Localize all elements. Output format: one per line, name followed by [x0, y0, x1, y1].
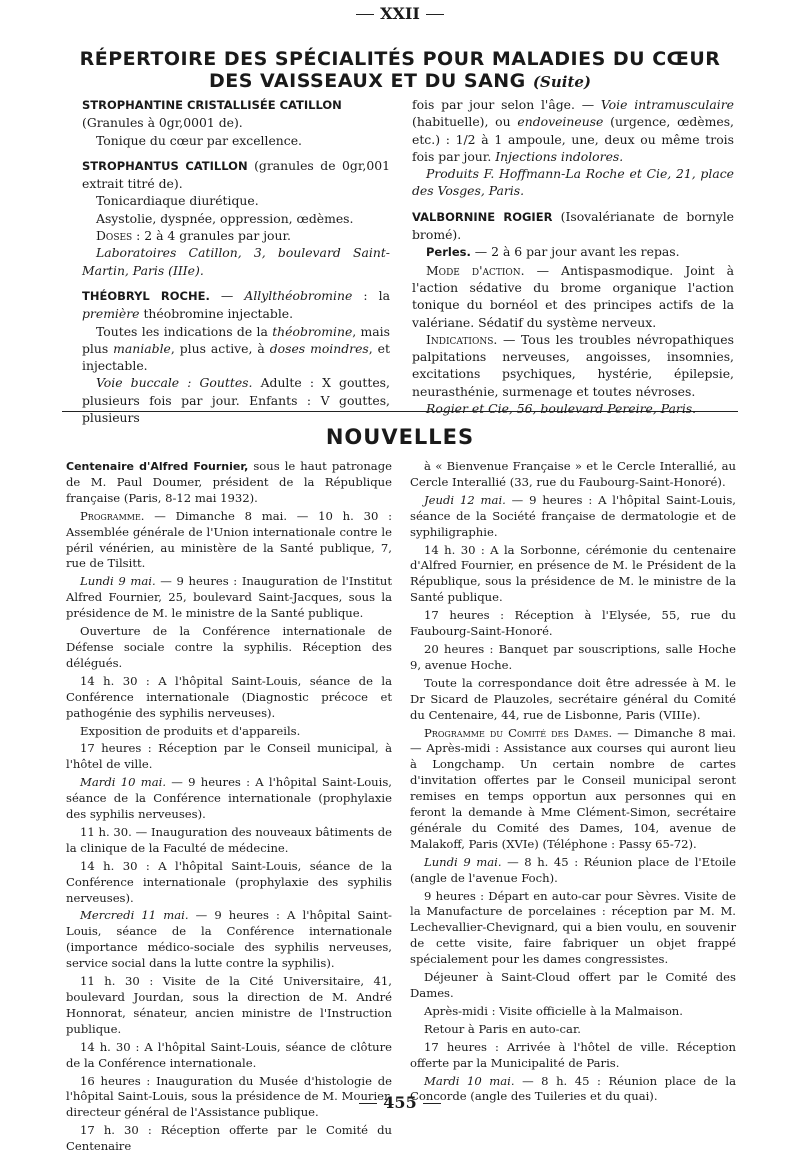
dash-left	[356, 14, 374, 15]
nouvelles-title: NOUVELLES	[325, 425, 475, 449]
strophantus-doses	[82, 227, 390, 244]
news-text: 9 heures : Départ en auto-car pour Sèvres. Visite de la Manufacture de porcelaines : réception par M. M. Lechevallier-Chevignard, qui a bien voulu, en souvenir de cette visite, faire fabriquer un objet frappé spécialement pour les dames congressistes.	[410, 888, 736, 967]
voie-b: Adulte : X gouttes, plusieurs fois par jour. Enfants : V gouttes, plusieurs	[82, 375, 390, 426]
news-lead: Mercredi 11 mai.	[80, 908, 189, 923]
news-paragraph	[410, 459, 736, 491]
rogier-lab-text: Rogier et Cie, 56, boulevard Pereire, Paris.	[426, 401, 697, 417]
news-paragraph	[66, 1040, 392, 1072]
valbornine-indications	[412, 331, 734, 400]
news-paragraph	[66, 459, 392, 507]
cont-d: endoveineuse	[517, 114, 604, 130]
strophantus-line1: Tonicardiaque diurétique.	[96, 193, 259, 209]
news-paragraph	[410, 608, 736, 640]
news-paragraph	[410, 642, 736, 674]
news-text: — 8 h. 45 : Réunion place de la Concorde (angle des Tuileries et du quai).	[410, 1073, 736, 1104]
news-paragraph	[410, 493, 736, 541]
repertoire-title-line2	[40, 70, 760, 93]
news-text: Toute la correspondance doit être adressée à M. le Dr Sicard de Plauzoles, secrétaire général du Comité du Centenaire, 44, rue de Lisbonne, Paris (VIIIe).	[410, 675, 736, 722]
news-text: 11 h. 30. — Inauguration des nouveaux bâtiments de la clinique de la Faculté de médecine.	[66, 824, 392, 855]
news-lead: Programme du Comité des Dames.	[424, 725, 613, 740]
roman-page-number	[0, 4, 800, 23]
title-line2-text: DES VAISSEAUX ET DU SANG	[208, 70, 526, 92]
news-text: 14 h. 30 : A l'hôpital Saint-Louis, séance de clôture de la Conférence internationale.	[66, 1039, 392, 1070]
news-text: Ouverture de la Conférence internationale de Défense sociale contre la syphilis. Réception des délégués.	[66, 624, 392, 670]
news-paragraph	[66, 574, 392, 622]
repertoire-left-column	[82, 96, 390, 426]
news-paragraph	[66, 674, 392, 722]
news-text: 17 heures : Réception à l'Elysée, 55, rue du Faubourg-Saint-Honoré.	[410, 608, 736, 639]
news-text: 14 h. 30 : A l'hôpital Saint-Louis, séance de la Conférence internationale (prophylaxie des syphilis nerveuses).	[66, 858, 392, 905]
news-lead: Mardi 10 mai.	[80, 775, 167, 790]
valbornine-perles	[412, 243, 734, 261]
news-text: — 9 heures : A l'hôpital Saint-Louis, séance de la Société française de dermatologie et de syphiligraphie.	[410, 492, 736, 539]
news-text: — Dimanche 8 mai. — 10 h. 30 : Assemblée générale de l'Union internationale contre le péril vénérien, au ministère de la Santé publique, 7, rue de Tilsitt.	[66, 508, 392, 571]
news-paragraph	[66, 741, 392, 773]
news-text: — 9 heures : A l'hôpital Saint-Louis, séance de la Conférence internationale (prophylaxie des syphilis nerveuses).	[66, 775, 392, 822]
indic-text: — Tous les troubles névropathiques palpitations nerveuses, angoisses, insomnies, excitations psychiques, hystérie, épilepsie, neurasthénie, surmenage et toutes névroses.	[412, 331, 734, 399]
perles-label: Perles.	[426, 245, 471, 260]
news-text: — 8 h. 45 : Réunion place de l'Etoile (angle de l'avenue Foch).	[410, 854, 736, 885]
strophantus-name: STROPHANTUS CATILLON	[82, 158, 248, 173]
entry-strophantine	[82, 96, 390, 132]
news-text: 17 heures : Réception par le Conseil municipal, à l'hôtel de ville.	[66, 741, 392, 772]
perles-text: — 2 à 6 par jour avant les repas.	[470, 244, 680, 260]
strophantine-name: STROPHANTINE CRISTALLISÉE CATILLON	[82, 98, 342, 112]
ind-f: doses moindres	[269, 340, 369, 356]
page-number: 455	[383, 1093, 417, 1112]
strophantus-lab	[82, 244, 390, 279]
news-paragraph	[410, 1004, 736, 1020]
roche-lab-text: Produits F. Hoffmann-La Roche et Cie, 21, place des Vosges, Paris.	[412, 166, 734, 199]
news-text: Exposition de produits et d'appareils.	[80, 723, 301, 738]
news-text: à « Bienvenue Française » et le Cercle Interallié, au Cercle Interallié (33, rue du Faubourg-Saint-Honoré).	[410, 459, 736, 489]
news-lead: Jeudi 12 mai.	[424, 492, 506, 507]
news-text: Après-midi : Visite officielle à la Malmaison.	[424, 1003, 683, 1018]
cont-b: Voie intramusculaire	[600, 97, 734, 112]
news-lead: Mardi 10 mai.	[424, 1073, 515, 1088]
news-text: — 9 heures : Inauguration de l'Institut Alfred Fournier, 25, boulevard Saint-Jacques, sous la présidence de M. le ministre de la Santé publique.	[66, 574, 392, 621]
valbornine-desc: (Isovalérianate de bornyle bromé).	[412, 208, 734, 243]
ind-d: maniable	[113, 340, 171, 356]
news-paragraph	[410, 726, 736, 853]
voie-a: Voie buccale : Gouttes.	[96, 375, 253, 391]
news-lead: Lundi 9 mai.	[80, 574, 156, 589]
footer-dash-right	[423, 1103, 441, 1104]
ind-b: théobromine	[272, 323, 353, 339]
strophantus-desc: (granules de 0gr,001 extrait titré de).	[82, 157, 390, 192]
ind-c: , mais plus	[82, 323, 390, 356]
news-paragraph	[66, 825, 392, 857]
news-lead: Lundi 9 mai.	[424, 854, 502, 869]
news-paragraph	[66, 775, 392, 823]
dash-right	[426, 14, 444, 15]
news-paragraph	[410, 1040, 736, 1072]
news-paragraph	[410, 855, 736, 887]
footer-dash-left	[359, 1103, 377, 1104]
title-suite: (Suite)	[532, 73, 592, 91]
entry-valbornine	[412, 208, 734, 244]
repertoire-title-line1: RÉPERTOIRE DES SPÉCIALITÉS POUR MALADIES DU CŒUR	[79, 48, 721, 70]
news-paragraph	[66, 908, 392, 972]
news-paragraph	[66, 624, 392, 672]
news-paragraph	[66, 724, 392, 740]
theobryl-desc1: : la	[352, 287, 390, 303]
indic-label: Indications.	[426, 331, 498, 347]
theobryl-continued	[412, 96, 734, 165]
mode-text: — Antispasmodique. Joint à l'action sédative du brome organique l'action tonique du bornéol et des principes actifs de la valériane. Sédatif du système nerveux.	[412, 262, 734, 330]
news-text: 14 h. 30 : A la Sorbonne, cérémonie du centenaire d'Alfred Fournier, en présence de M. le Président de la République, sous la présidence de M. le ministre de la Santé publique.	[410, 542, 736, 605]
news-paragraph	[410, 543, 736, 607]
theobryl-voie	[82, 374, 390, 426]
strophantus-line2: Asystolie, dyspnée, oppression, œdèmes.	[96, 210, 354, 226]
theobryl-name: THÉOBRYL ROCHE.	[82, 288, 210, 303]
news-text: 17 heures : Arrivée à l'hôtel de ville. Réception offerte par la Municipalité de Paris.	[410, 1039, 736, 1070]
entry-strophantus	[82, 157, 390, 193]
news-paragraph	[66, 974, 392, 1038]
news-paragraph	[410, 1022, 736, 1038]
news-paragraph	[66, 1123, 392, 1155]
theobryl-first: première	[82, 306, 140, 322]
theobryl-sub: Allylthéobromine	[244, 287, 353, 303]
news-text: Déjeuner à Saint-Cloud offert par le Comité des Dames.	[410, 970, 736, 1000]
rogier-lab	[412, 400, 734, 417]
news-lead: Centenaire d'Alfred Fournier,	[66, 460, 249, 473]
news-lead: Programme.	[80, 508, 145, 523]
valbornine-name: VALBORNINE ROGIER	[412, 209, 553, 224]
news-text: 16 heures : Inauguration du Musée d'histologie de l'hôpital Saint-Louis, sous la présidence de M. Mourier, directeur général de l'Assistance publique.	[66, 1073, 392, 1120]
ind-g: , et injectable.	[82, 340, 390, 374]
strophantus-lab-text: Laboratoires Catillon, 3, boulevard Saint-Martin, Paris (IIIe).	[82, 245, 390, 278]
page-footer	[0, 1093, 800, 1112]
doses-label: Doses	[96, 228, 133, 244]
nouvelles-right-column	[410, 459, 736, 1107]
doses-text: : 2 à 4 granules par jour.	[132, 228, 291, 244]
section-divider	[62, 411, 738, 412]
mode-label: Mode d'action.	[426, 262, 525, 278]
ind-e: , plus active, à	[170, 340, 270, 356]
news-text: Retour à Paris en auto-car.	[424, 1021, 581, 1036]
news-paragraph	[410, 889, 736, 969]
roche-lab	[412, 165, 734, 200]
news-text: 11 h. 30 : Visite de la Cité Universitaire, 41, boulevard Jourdan, sous la direction de M. André Honnorat, sénateur, ancien ministre de l'Instruction publique.	[66, 974, 392, 1036]
news-text: 17 h. 30 : Réception offerte par le Comité du Centenaire	[66, 1123, 392, 1154]
repertoire-right-column	[412, 96, 734, 417]
strophantine-dose: (Granules à 0gr,0001 de).	[82, 115, 243, 131]
repertoire-title	[40, 48, 760, 93]
news-text: 20 heures : Banquet par souscriptions, salle Hoche 9, avenue Hoche.	[410, 641, 736, 672]
news-paragraph	[410, 970, 736, 1002]
entry-theobryl: THÉOBRYL ROCHE. — Allylthéobromine : la première théobromine injectable.	[82, 287, 390, 322]
theobryl-indications	[82, 323, 390, 375]
cont-e: (urgence, œdèmes, etc.) : 1/2 à 1 ampoule, une, deux ou même trois fois par jour.	[412, 114, 734, 164]
news-paragraph	[66, 509, 392, 573]
cont-c: (habituelle), ou	[412, 114, 518, 130]
valbornine-mode	[412, 262, 734, 331]
news-text: — Dimanche 8 mai. — Après-midi : Assistance aux courses qui auront lieu à Longchamp. Un certain nombre de cartes d'invitation offertes par le Conseil municipal seront remises en temps opportun aux personnes qui en feront la demande à Mme Clément-Simon, secrétaire générale du Comité des Dames, 104, avenue de Malakoff, Paris (XVIe) (Téléphone : Passy 65-72).	[410, 725, 736, 851]
cont-a: fois par jour selon l'âge. —	[412, 97, 601, 112]
theobryl-desc2: théobromine injectable.	[139, 306, 294, 322]
news-text: 14 h. 30 : A l'hôpital Saint-Louis, séance de la Conférence internationale (Diagnostic précoce et pathogénie des syphilis nerveuses).	[66, 673, 392, 720]
news-text: — 9 heures : A l'hôpital Saint-Louis, séance de la Conférence internationale (importance médico-sociale des syphilis nerveuses, service social dans la lutte contre la syphilis).	[66, 908, 392, 971]
news-text: sous le haut patronage de M. Paul Doumer, président de la République française (Paris, 8-12 mai 1932).	[66, 459, 392, 505]
news-paragraph	[66, 859, 392, 907]
roman-numeral: XXII	[380, 4, 420, 23]
strophantine-use: Tonique du cœur par excellence.	[96, 132, 302, 148]
cont-f: Injections indolores.	[495, 148, 624, 164]
news-paragraph	[410, 676, 736, 724]
nouvelles-left-column	[66, 459, 392, 1157]
ind-a: Toutes les indications de la	[96, 323, 273, 339]
